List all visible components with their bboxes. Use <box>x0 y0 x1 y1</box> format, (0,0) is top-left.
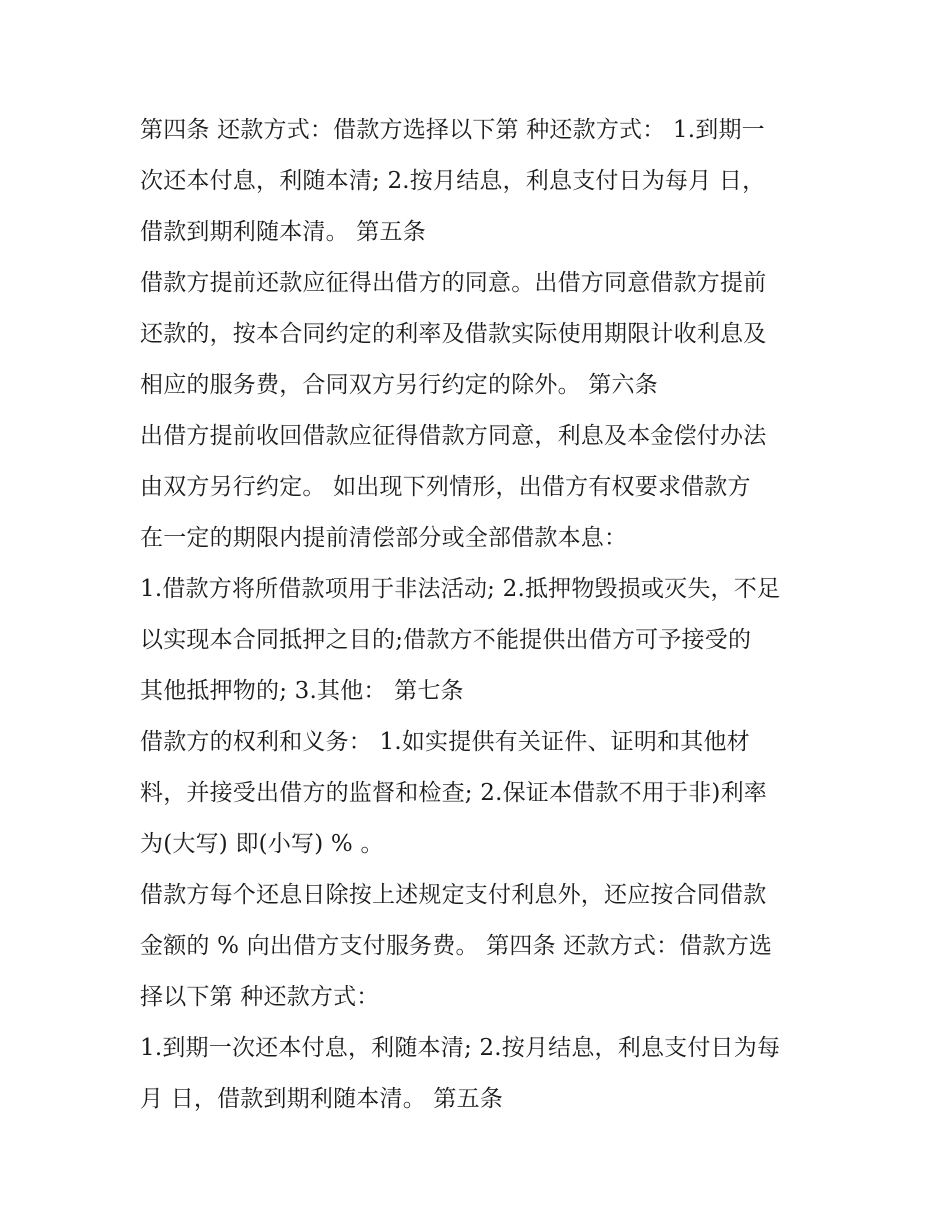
text-line: 借款方提前还款应征得出借方的同意。出借方同意借款方提前 <box>140 270 767 296</box>
text-line: 在一定的期限内提前清偿部分或全部借款本息： <box>140 525 628 551</box>
text-line: 月 日，借款到期利随本清。 第五条 <box>140 1086 504 1112</box>
text-line: 以实现本合同抵押之目的;借款方不能提供出借方可予接受的 <box>140 627 752 653</box>
text-line: 第四条 还款方式：借款方选择以下第 种还款方式： 1.到期一 <box>140 117 765 143</box>
text-line: 1.借款方将所借款项用于非法活动; 2.抵押物毁损或灭失，不足 <box>140 576 781 602</box>
text-line: 次还本付息，利随本清; 2.按月结息，利息支付日为每月 日， <box>140 168 766 194</box>
text-line: 借款到期利随本清。 第五条 <box>140 219 426 245</box>
text-line: 为(大写) 即(小写) % 。 <box>140 831 384 857</box>
text-line: 其他抵押物的; 3.其他： 第七条 <box>140 678 464 704</box>
text-line: 料，并接受出借方的监督和检查; 2.保证本借款不用于非)利率 <box>140 780 767 806</box>
text-line: 出借方提前收回借款应征得借款方同意，利息及本金偿付办法 <box>140 423 767 449</box>
text-line: 相应的服务费，合同双方另行约定的除外。 第六条 <box>140 372 658 398</box>
text-line: 还款的，按本合同约定的利率及借款实际使用期限计收利息及 <box>140 321 767 347</box>
text-line: 借款方每个还息日除按上述规定支付利息外，还应按合同借款 <box>140 882 767 908</box>
text-line: 借款方的权利和义务： 1.如实提供有关证件、证明和其他材 <box>140 729 750 755</box>
text-line: 择以下第 种还款方式： <box>140 984 380 1010</box>
text-line: 由双方另行约定。 如出现下列情形，出借方有权要求借款方 <box>140 474 751 500</box>
document-body <box>140 105 820 1125</box>
text-line: 金额的 % 向出借方支付服务费。 第四条 还款方式：借款方选 <box>140 933 773 959</box>
text-line: 1.到期一次还本付息，利随本清; 2.按月结息，利息支付日为每 <box>140 1035 781 1061</box>
